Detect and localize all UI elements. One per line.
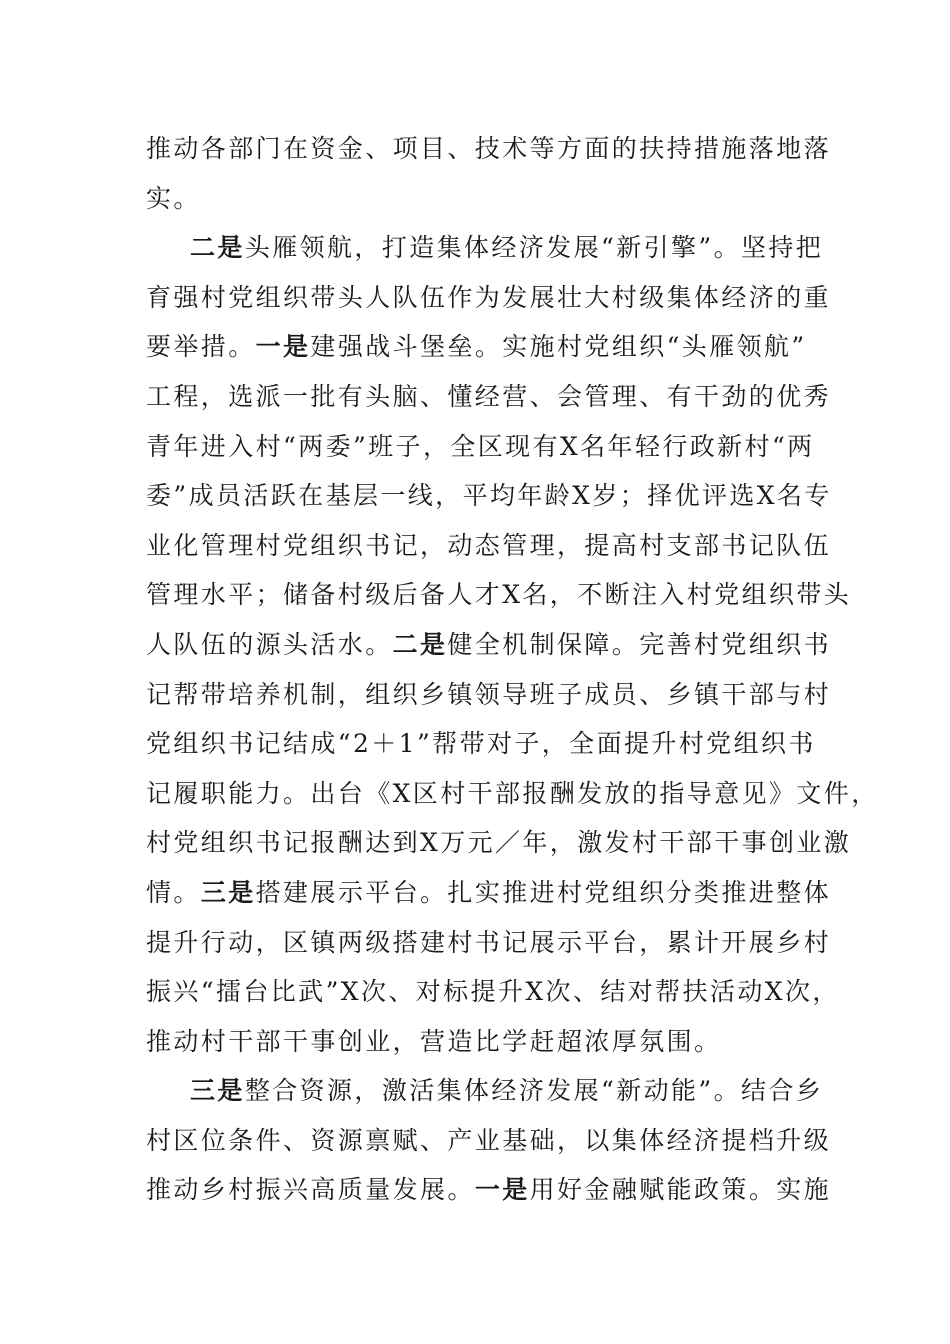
text-run: 育强村党组织带头人队伍作为发展壮大村级集体经济的重 — [146, 282, 832, 312]
text-run: 委”成员活跃在基层一线，平均年龄X岁；择优评选X名专 — [146, 481, 832, 511]
text-run: 健全机制保障。完善村党组织书 — [447, 629, 832, 659]
text-run: 要举措。 — [146, 332, 256, 362]
text-line — [146, 322, 811, 372]
text-run: 人队伍的源头活水。 — [146, 629, 393, 659]
text-line — [146, 174, 811, 224]
text-run: 建强战斗堡垒。实施村党组织“头雁领航” — [310, 332, 807, 362]
text-line — [146, 1165, 832, 1215]
text-run: 用好金融赋能政策。实施 — [529, 1175, 832, 1205]
text-line — [146, 372, 832, 422]
text-line — [146, 967, 840, 1017]
text-run: 管理水平；储备村级后备人才X名，不断注入村党组织带头 — [146, 580, 852, 610]
text-run: 记帮带培养机制，组织乡镇领导班子成员、乡镇干部与村 — [146, 679, 832, 709]
text-line — [146, 818, 852, 868]
text-line — [146, 868, 832, 918]
text-line — [146, 273, 832, 323]
text-run: 整合资源，激活集体经济发展“新动能”。结合乡 — [244, 1076, 824, 1106]
text-run: 青年进入村“两委”班子，全区现有X名年轻行政新村“两 — [146, 431, 815, 461]
text-line — [146, 670, 832, 720]
bold-marker: 三是 — [200, 877, 256, 907]
bold-marker: 三是 — [190, 1076, 245, 1106]
text-run: 推动村干部干事创业，营造比学赶超浓厚氛围。 — [146, 1026, 722, 1056]
text-run: 提升行动，区镇两级搭建村书记展示平台，累计开展乡村 — [146, 927, 832, 957]
bold-marker: 二是 — [392, 629, 448, 659]
text-run: 业化管理村党组织书记，动态管理，提高村支部书记队伍 — [146, 530, 832, 560]
text-line — [146, 124, 832, 174]
text-run: 振兴“擂台比武”X次、对标提升X次、结对帮扶活动X次， — [146, 977, 840, 1007]
text-line — [146, 521, 832, 571]
text-run: 工程，选派一批有头脑、懂经营、会管理、有干劲的优秀 — [146, 381, 832, 411]
text-line — [146, 769, 879, 819]
body-text — [146, 124, 879, 1215]
text-run: 推动乡村振兴高质量发展。 — [146, 1175, 475, 1205]
text-run: 头雁领航，打造集体经济发展“新引擎”。坚持把 — [244, 233, 824, 263]
text-line — [146, 1116, 832, 1166]
text-run: 村区位条件、资源禀赋、产业基础，以集体经济提档升级 — [146, 1125, 832, 1155]
text-run: 情。 — [146, 877, 201, 907]
bold-marker: 一是 — [255, 332, 311, 362]
text-run: 搭建展示平台。扎实推进村党组织分类推进整体 — [255, 877, 832, 907]
text-line — [146, 1017, 811, 1067]
text-line — [146, 471, 832, 521]
text-run: 村党组织书记报酬达到X万元／年，激发村干部干事创业激 — [146, 828, 852, 858]
text-line — [146, 422, 815, 472]
text-line — [146, 918, 832, 968]
text-line — [146, 570, 852, 620]
paragraph-start-line — [146, 223, 824, 273]
text-run: 记履职能力。出台《X区村干部报酬发放的指导意见》文件， — [146, 778, 879, 808]
bold-marker: 二是 — [190, 233, 245, 263]
text-run: 党组织书记结成“2＋1”帮带对子，全面提升村党组织书 — [146, 729, 816, 759]
text-run: 推动各部门在资金、项目、技术等方面的扶持措施落地落 — [146, 134, 832, 163]
text-line — [146, 719, 816, 769]
text-line — [146, 620, 832, 670]
text-run: 实。 — [146, 183, 201, 213]
bold-marker: 一是 — [474, 1175, 530, 1205]
paragraph-start-line — [146, 1066, 824, 1116]
